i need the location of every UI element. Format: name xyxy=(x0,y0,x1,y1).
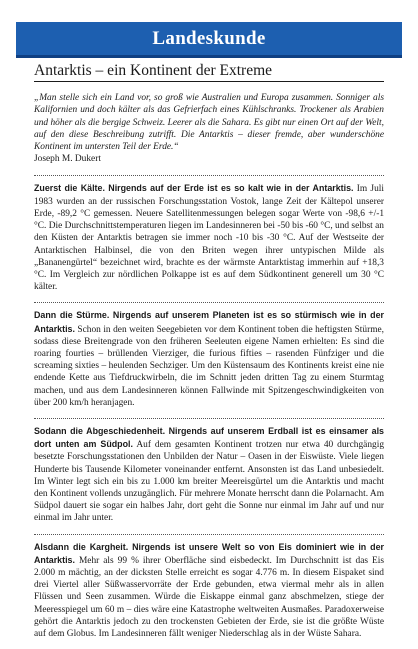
section-paragraph xyxy=(34,425,384,525)
intro-quote: „Man stelle sich ein Land vor, so groß wie Australien und Europa zusammen. Sonniger als Kalifornien und doch kälter als das Gefrierfach eines Kühlschranks. Trockener als Arabien und höher als die bergige Schweiz. Leerer als die Sahara. Es gibt nur einen Ort auf der Welt, auf den diese Beschreibung zutrifft. Die Antarktis – dieser fremde, aber wunderschöne Kontinent im untersten Teil der Erde.“ xyxy=(34,93,384,153)
section-lead: Sodann die Abgeschiedenheit. Nirgends auf unserem Erdball ist es einsamer als dort unten am Südpol. xyxy=(34,425,384,450)
banner-title: Landeskunde xyxy=(152,27,266,49)
section-divider xyxy=(34,418,384,419)
section-lead: Zuerst die Kälte. Nirgends auf der Erde ist es so kalt wie in der Antarktis. xyxy=(34,183,354,194)
quote-author: Joseph M. Dukert xyxy=(34,154,101,165)
section-body: Auf dem gesamten Kontinent trotzen nur etwa 40 durchgängig besetzte Forschungsstationen den Unbilden der Natur – Oasen in der Eiswüste. Viele liegen Hunderte bis Tausende Kilometer voneinander entfernt. Ansonsten ist das Land unbesiedelt. Im Winter legt sich ein bis zu 1.000 km breiter Meereisgürtel um die Antarktis und macht den Kontinent vollends unzugänglich. Für mehrere Monate herrscht dann die Polarnacht. Am Südpol dauert sie sogar ein halbes Jahr, dort geht die Sonne nur einmal im Jahr auf und nur einmal im Jahr unter. xyxy=(34,440,385,524)
section-cold xyxy=(34,182,384,293)
section-banner xyxy=(16,22,402,58)
section-divider xyxy=(34,175,384,176)
section-lead: Dann die Stürme. Nirgends auf unserem Planeten ist es so stürmisch wie in der Antarktis. xyxy=(34,310,384,334)
section-ice xyxy=(34,541,384,641)
section-paragraph xyxy=(34,541,384,641)
article-body xyxy=(34,92,384,649)
section-body: Mehr als 99 % ihrer Oberfläche sind eisbedeckt. Im Durchschnitt ist das Eis 2.000 m mächtig, an der dicksten Stelle erreicht es sogar 4.776 m. In diesem Eispaket sind drei Viertel aller Süßwasservorräte der Erde gebunden, etwa viermal mehr als in allen Flüssen und Seen zusammen. Würde die Eiskappe einmal ganz abschmelzen, stiege der Meeresspiegel um 60 m – dies wäre eine Katastrophe weltweiten Ausmaßes. Paradoxerweise gehört die Antarktis jedoch zu den trockensten Gebieten der Erde, sie ist die größte Wüste auf dem Globus. Im Landesinneren fällt weniger Niederschlag als in der Wüste Sahara. xyxy=(34,555,384,639)
section-paragraph xyxy=(34,309,384,409)
section-body: Im Juli 1983 wurden an der russischen Forschungsstation Vostok, lange Zeit der Kältepol unserer Erde, -89,2 °C gemessen. Neuere Satellitenmessungen belegen sogar Werte von -98,6 +/-1 °C. Die Durchschnittstemperaturen liegen im Landesinneren bei -50 bis -60 °C, und selbst an den Küsten der Antarktis betragen sie immer noch -10 bis -30 °C. Auf der Westseite der Antarktischen Halbinsel, die von den Briten wegen ihrer untypischen Milde als „Bananengürtel“ bezeichnet wird, brachte es der wärmste Antarktistag immerhin auf +18,3 °C. Im Vergleich zur nördlichen Polkappe ist es auf dem Südkontinent generell um 30 °C kälter. xyxy=(34,184,384,293)
section-isolation xyxy=(34,425,384,525)
section-divider xyxy=(34,534,384,535)
article-title: Antarktis – ein Kontinent der Extreme xyxy=(34,62,384,82)
section-paragraph xyxy=(34,182,384,293)
section-storms xyxy=(34,309,384,409)
section-lead: Alsdann die Kargheit. Nirgends ist unsere Welt so von Eis dominiert wie in der Antarktis. xyxy=(34,541,384,565)
section-body: Schon in den weiten Seegebieten vor dem Kontinent toben die heftigsten Stürme, sodass diese Breitengrade von den früheren Seeleuten eigene Namen erhielten: Es sind die roaring fourties – brüllenden Vierziger, die furious fifties – rasenden Fünfziger und die screaming sixties – heulenden Sechziger. Um den Küstensaum des Kontinents kreist eine nie endende Kette aus Tiefdruckwirbeln, die im Schnitt jeden dritten Tag zu einem Sturmtag machen, und aus dem Landesinneren können Fallwinde mit Spitzengeschwindigkeiten von über 200 km/h heranjagen. xyxy=(34,324,384,408)
section-divider xyxy=(34,302,384,303)
